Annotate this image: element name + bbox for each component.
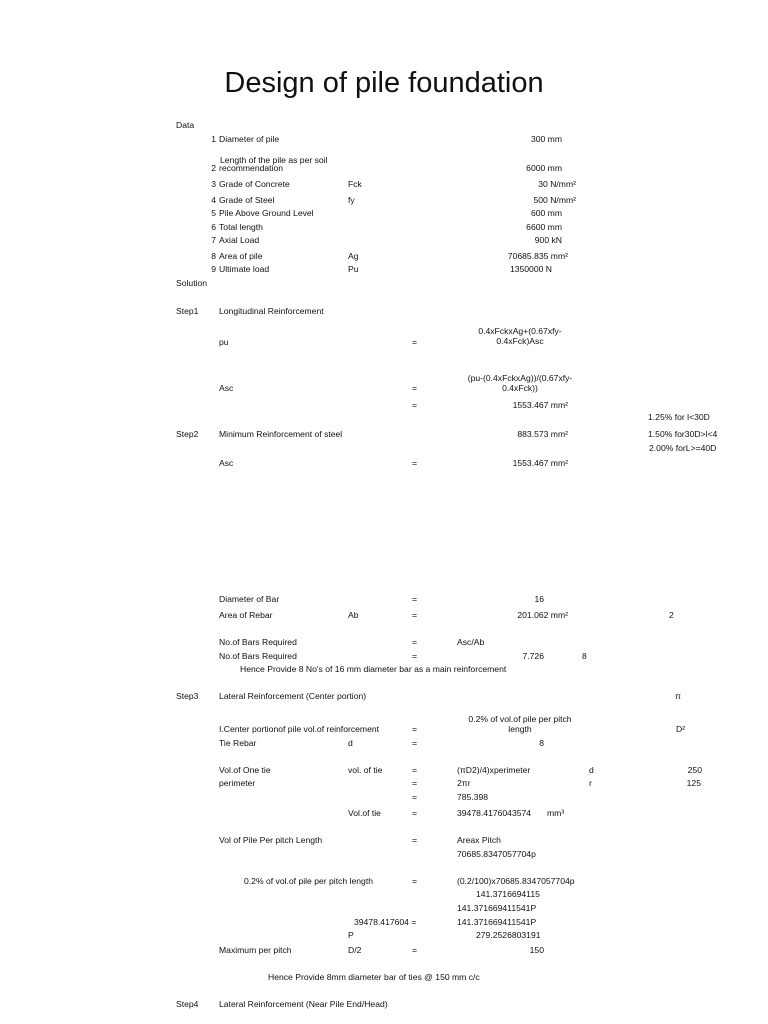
equation-left: 39478.417604 = [354,917,417,927]
row-symbol: Fck [348,179,362,189]
equals-sign: = [412,808,418,818]
step4-label: Step4 [176,999,199,1009]
asc-label: Asc [219,458,234,468]
pi-symbol: π [675,691,681,701]
page-title: Design of pile foundation [224,67,544,99]
vol-one-tie-formula: (πD2)/4)xperimeter [457,765,531,775]
equals-sign: = [412,738,418,748]
row-number: 2 [211,163,216,173]
equals-sign: = [412,876,418,886]
pu-label: pu [219,337,229,347]
equals-sign: = [412,337,418,347]
row-description: Axial Load [219,235,260,245]
d-squared-symbol: D² [676,724,686,734]
row-value: 30 N/mm² [538,179,576,189]
rule-line: 2.00% forL>=40D [649,443,717,453]
row-symbol: Pu [348,264,359,274]
rule-line: 1.25% for l<30D [648,412,710,422]
equals-sign: = [412,792,418,802]
vol-of-tie-unit: mm³ [547,808,565,818]
max-pitch-symbol: D/2 [348,945,362,955]
vol-of-tie-label: Vol.of tie [348,808,381,818]
r-symbol: r [589,778,592,788]
bars-required-label: No.of Bars Required [219,651,297,661]
row-value: 1350000 N [509,264,552,274]
r-value: 125 [686,778,701,788]
asc-value: 1553.467 mm² [512,400,568,410]
step3-heading: Lateral Reinforcement (Center portion) [219,691,367,701]
d-value: 250 [687,765,702,775]
equals-sign: = [412,835,418,845]
equals-sign: = [412,610,418,620]
percent-vol-value: 141.3716694115 [476,889,540,899]
equals-sign: = [412,765,418,775]
rebar-area-value: 201.062 mm² [517,610,568,620]
rebar-area-label: Area of Rebar [219,610,273,620]
max-pitch-label: Maximum per pitch [219,945,292,955]
percent-vol-formula: (0.2/100)x70685.8347057704p [457,876,575,886]
perimeter-formula: 2πr [457,778,471,788]
pitch-symbol: P [348,930,354,940]
step2-label: Step2 [176,429,199,439]
max-pitch-value: 150 [529,945,544,955]
tie-rebar-symbol: d [348,738,353,748]
asc-formula-line1: (pu-(0.4xFckxAg))/(0.67xfy- [467,373,573,383]
step1-heading: Longitudinal Reinforcement [219,306,324,316]
center-formula-line2: length [508,724,532,734]
row-value: 300 mm [530,134,562,144]
pile-per-pitch-formula: Areax Pitch [457,835,501,845]
row-number: 1 [211,134,216,144]
row-description: Grade of Concrete [219,179,290,189]
tie-rebar-value: 8 [539,738,544,748]
perimeter-value: 785.398 [457,792,489,802]
row-value: 900 kN [534,235,562,245]
row-value: 500 N/mm² [533,195,576,205]
vol-one-tie-symbol: vol. of tie [348,765,383,775]
rebar-area-extra: 2 [669,610,674,620]
pile-per-pitch-label: Vol of Pile Per pitch Length [219,835,323,845]
pitch-value: 279.2526803191 [476,930,541,940]
perimeter-label: perimeter [219,778,256,788]
pu-formula-line2: 0.4xFck)Asc [496,336,544,346]
row-description: Length of the pile as per soil [220,155,328,165]
asc-formula-line2: 0.4xFck)) [502,383,538,393]
equals-sign: = [412,594,418,604]
rebar-area-symbol: Ab [348,610,359,620]
row-description: Ultimate load [219,264,270,274]
bar-diameter-value: 16 [534,594,544,604]
bars-required-label: No.of Bars Required [219,637,297,647]
row-value: 600 mm [530,208,562,218]
row-description: Area of pile [219,251,263,261]
percent-vol-value: 141.371669411541P [457,917,537,927]
bars-required-value: 7.726 [522,651,544,661]
percent-vol-value: 141.371669411541P [457,903,537,913]
tie-rebar-label: Tie Rebar [219,738,257,748]
min-steel-value: 883.573 mm² [517,429,568,439]
vol-of-tie-value: 39478.4176043574 [457,808,532,818]
row-number: 3 [211,179,216,189]
equals-sign: = [412,724,418,734]
row-description: Total length [219,222,263,232]
asc-label: Asc [219,383,234,393]
equals-sign: = [412,778,418,788]
row-number: 7 [211,235,216,245]
equals-sign: = [412,945,418,955]
row-value: 6600 mm [526,222,562,232]
equals-sign: = [412,400,418,410]
vol-one-tie-label: Vol.of One tie [219,765,271,775]
row-description: Pile Above Ground Level [219,208,314,218]
pu-formula-line1: 0.4xFckxAg+(0.67xfy- [478,326,562,336]
equals-sign: = [412,458,418,468]
bars-required-rounded: 8 [582,651,587,661]
rule-line: 1.50% for30D>l<4 [648,429,718,439]
center-formula-line1: 0.2% of vol.of pile per pitch [468,714,572,724]
ties-conclusion: Hence Provide 8mm diameter bar of ties @ 150 mm c/c [268,972,480,982]
row-value: 6000 mm [526,163,562,173]
row-number: 6 [211,222,216,232]
d-symbol: d [589,765,594,775]
center-portion-label: I.Center portionof pile vol.of reinforcement [219,724,380,734]
row-description: recommendation [219,163,284,173]
solution-label: Solution [176,278,208,288]
percent-vol-label: 0.2% of vol.of pile per pitch length [244,876,373,886]
step2-heading: Minimum Reinforcement of steel [219,429,343,439]
data-label: Data [176,120,195,130]
pile-per-pitch-value: 70685.8347057704p [457,849,536,859]
row-description: Diameter of pile [219,134,280,144]
equals-sign: = [412,383,418,393]
step3-label: Step3 [176,691,199,701]
bar-diameter-label: Diameter of Bar [219,594,280,604]
equals-sign: = [412,651,418,661]
row-number: 5 [211,208,216,218]
row-number: 4 [211,195,216,205]
step4-heading: Lateral Reinforcement (Near Pile End/Head) [219,999,388,1009]
step1-label: Step1 [176,306,199,316]
row-description: Grade of Steel [219,195,275,205]
row-symbol: Ag [348,251,359,261]
row-number: 9 [211,264,216,274]
bars-required-formula: Asc/Ab [457,637,485,647]
row-symbol: fy [348,195,355,205]
main-reinforcement-conclusion: Hence Provide 8 No's of 16 mm diameter bar as a main reinforcement [240,664,507,674]
row-value: 70685.835 mm² [507,251,568,261]
asc-value: 1553.467 mm² [512,458,568,468]
row-number: 8 [211,251,216,261]
equals-sign: = [412,637,418,647]
